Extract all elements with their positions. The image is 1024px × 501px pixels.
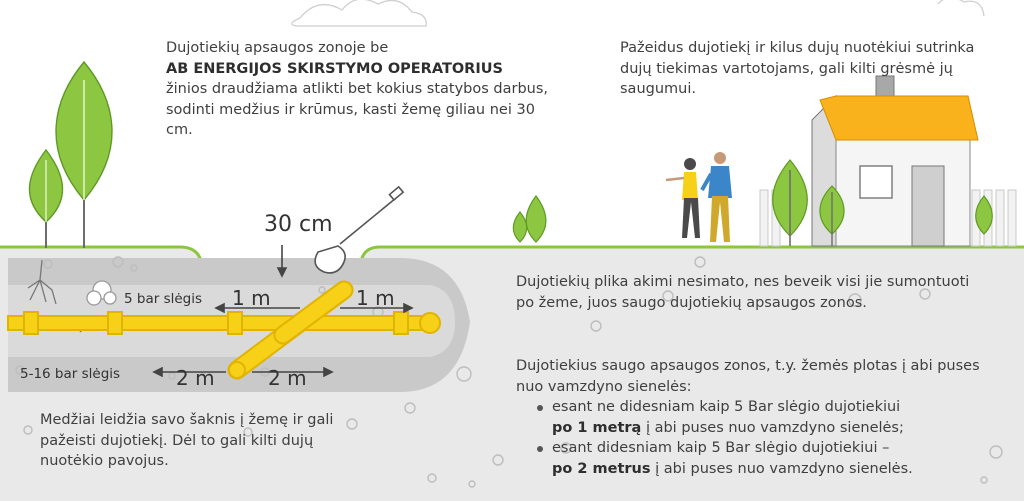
zones-bullet-1 (534, 397, 1002, 438)
intro-text (166, 38, 566, 141)
zone-1m-right-label: 1 m (356, 286, 395, 310)
intro-rest: žinios draudžiama atlikti bet kokius statybos darbus, sodinti medžius ir krūmus, kasti žemę giliau nei 30 cm. (166, 81, 549, 138)
zone-2m-right-label: 2 m (268, 366, 307, 390)
bullet1-bold: po 1 metrą (552, 419, 642, 436)
zone-1m-left-label: 1 m (232, 286, 271, 310)
operator-name: AB ENERGIJOS SKIRSTYMO OPERATORIUS (166, 60, 503, 77)
small-trees (513, 196, 546, 242)
bullet1-text: esant ne didesniam kaip 5 Bar slėgio dujotiekiui (552, 399, 901, 415)
bullet2-post: į abi puses nuo vamzdyno sienelės. (655, 460, 913, 477)
intro-line1: Dujotiekių apsaugos zonoje be (166, 40, 389, 56)
high-pressure-label: 5-16 bar slėgis (20, 366, 121, 382)
zones-intro: Dujotiekius saugo apsaugos zonos, t.y. žemės plotas į abi puses nuo vamzdyno sienelės: (516, 358, 980, 395)
cloud-icon (292, 0, 984, 26)
low-pressure-pipe (8, 312, 440, 334)
people-icon (666, 152, 732, 242)
low-pressure-label: 5 bar slėgis (124, 291, 203, 307)
bullet1-post: į abi puses nuo vamzdyno sienelės; (645, 419, 904, 436)
danger-text: Pažeidus dujotiekį ir kilus dujų nuotėkiui sutrinka dujų tiekimas vartotojams, gali kilti grėsmė jų saugumui. (620, 40, 975, 97)
underground-text: Dujotiekių plika akimi nesimato, nes beveik visi jie sumontuoti po žeme, juos saugo dujotiekių apsaugos zonos. (516, 274, 970, 311)
zones-list (534, 397, 1002, 479)
left-trees (29, 62, 112, 248)
bullet2-text: esant didesniam kaip 5 Bar slėgio dujotiekiui – (552, 440, 890, 456)
zones-bullet-2 (534, 438, 1002, 479)
zone-2m-left-label: 2 m (176, 366, 215, 390)
bullet2-bold: po 2 metrus (552, 460, 651, 477)
zones-text (516, 356, 1002, 479)
trees-text: Medžiai leidžia savo šaknis į žemę ir gali pažeisti dujotiekį. Dėl to gali kilti dujų nuotėkio pavojus. (40, 412, 334, 469)
depth-label: 30 cm (264, 212, 333, 237)
